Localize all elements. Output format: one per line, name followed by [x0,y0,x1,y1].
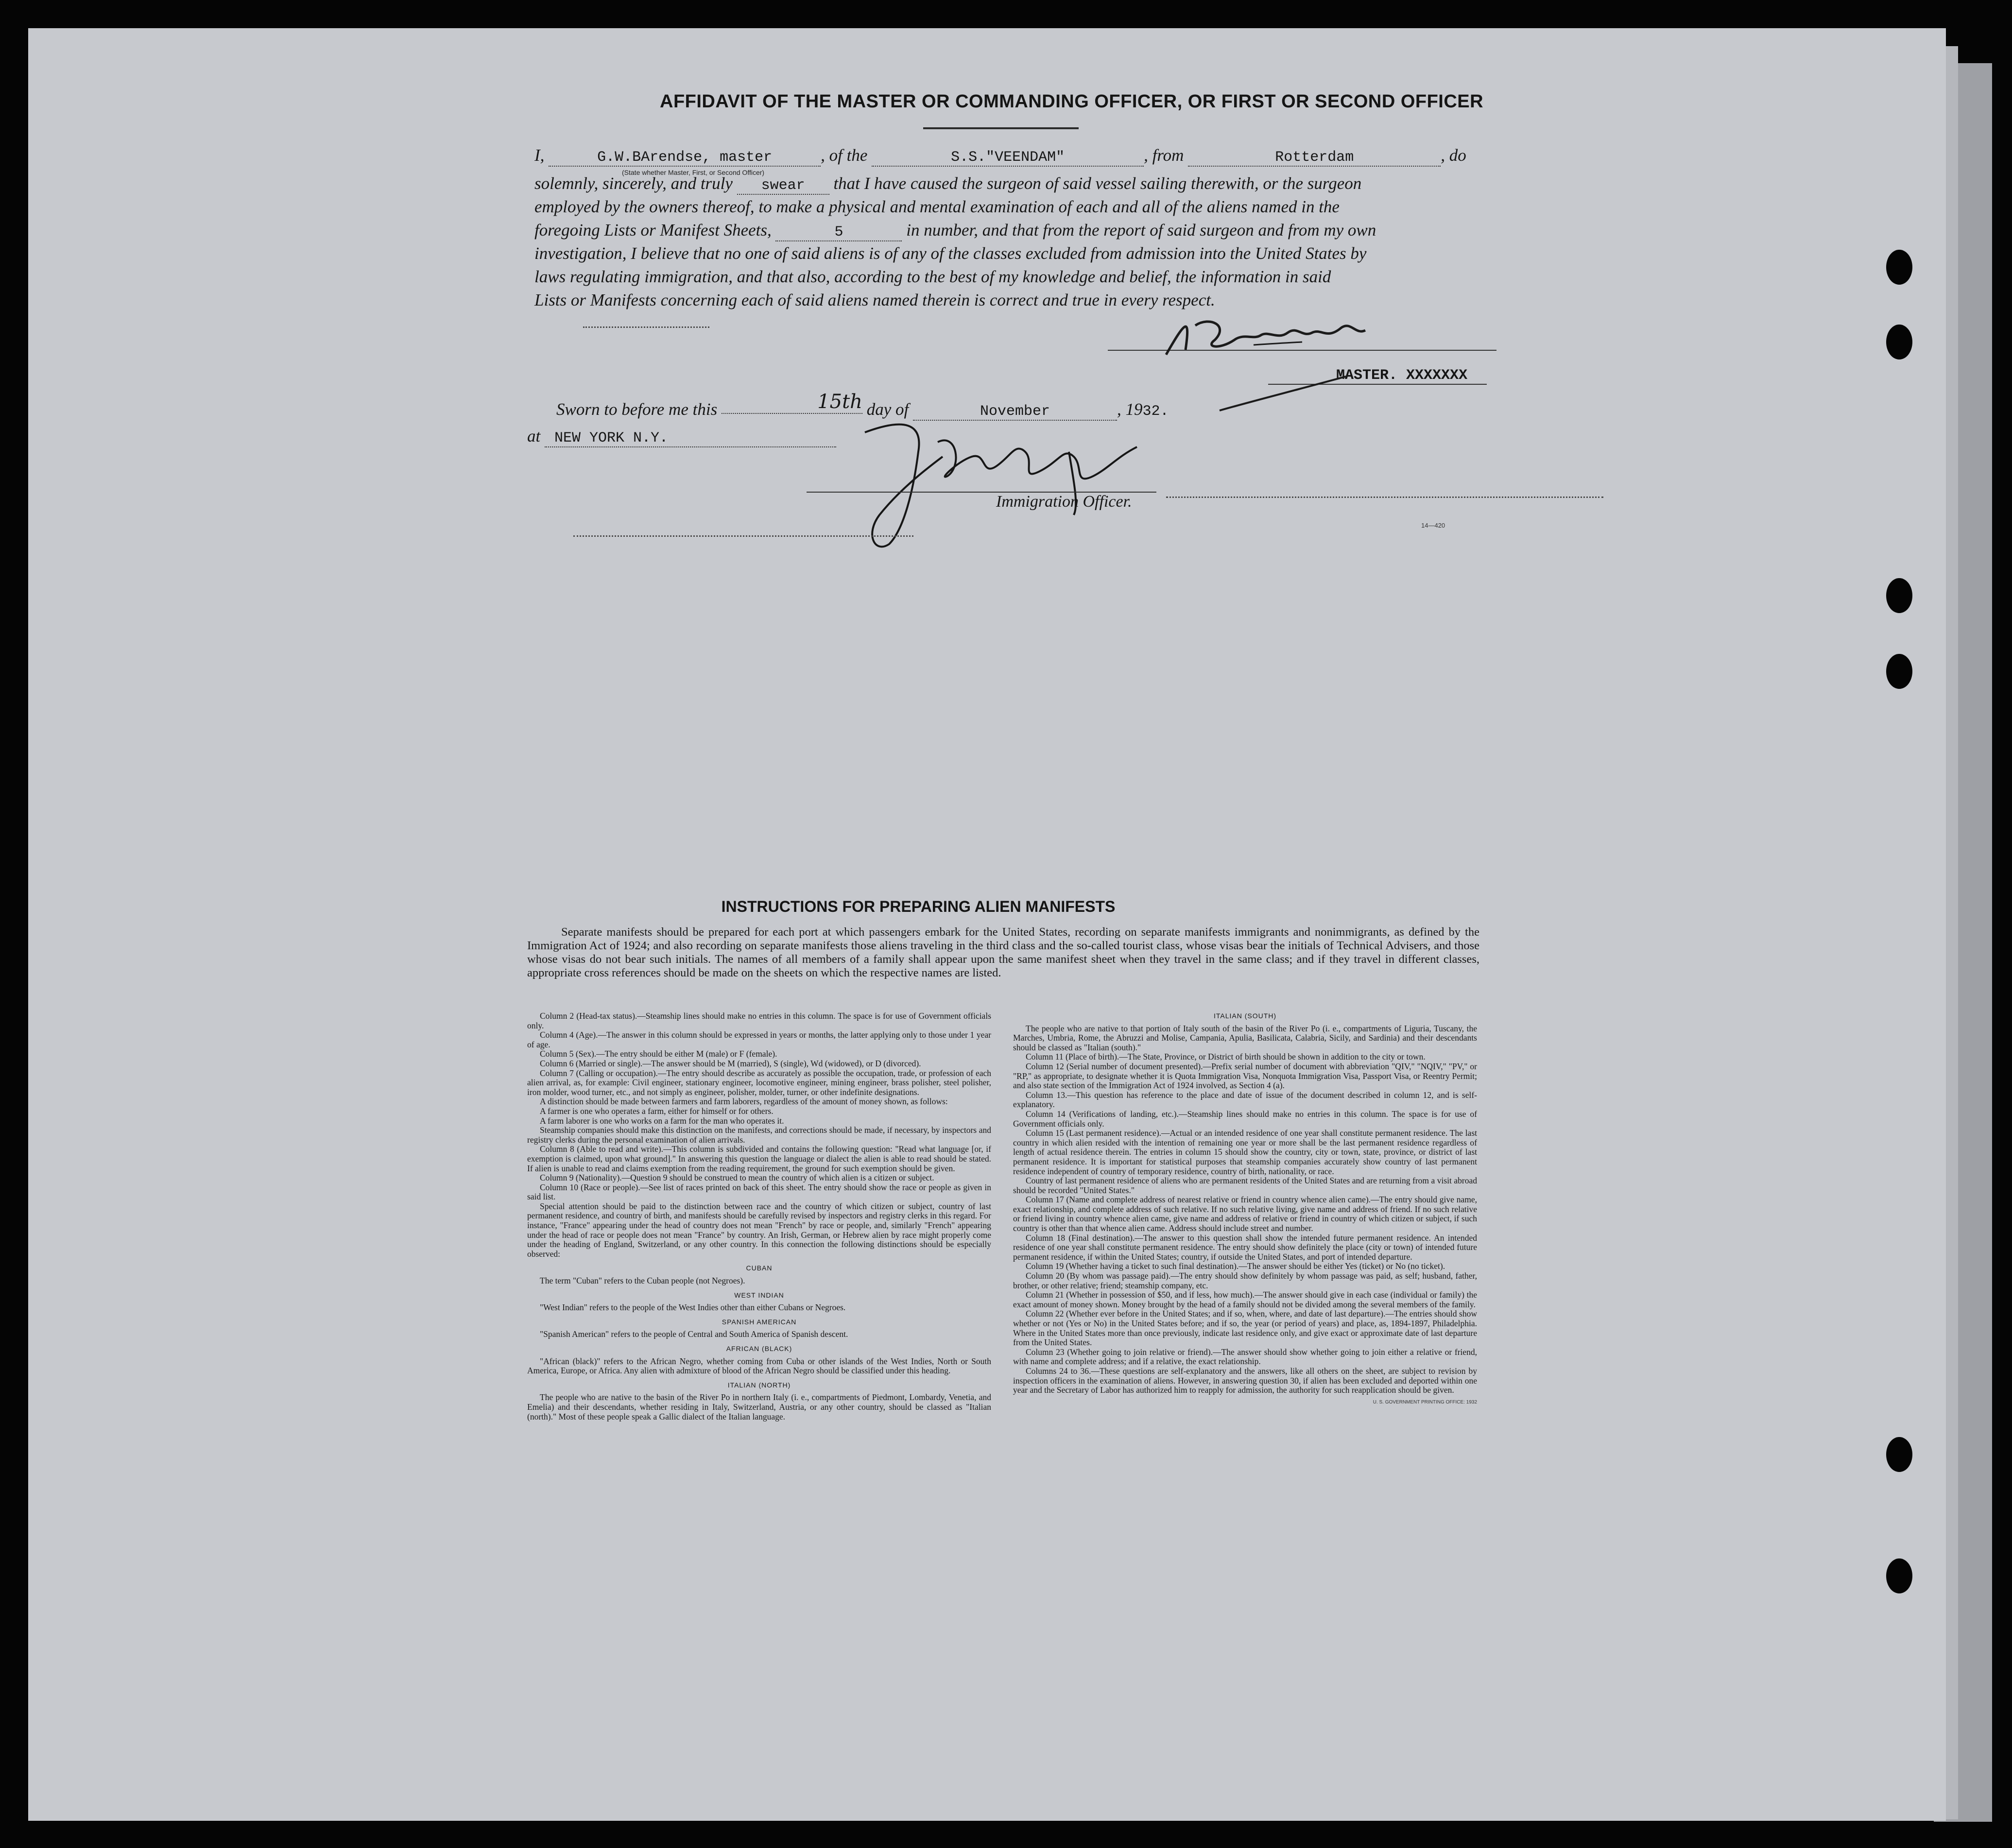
text: in number, and that from the report of said surgeon and from my own [906,221,1376,240]
year-value: 32. [1142,403,1169,420]
punch-hole [1886,1558,1912,1593]
punch-hole [1886,1437,1912,1472]
instructions-right-column [1013,1011,1477,1407]
paragraph: The term "Cuban" refers to the Cuban people (not Negroes). [540,1276,745,1286]
instructions-left-column [527,1011,991,1421]
text: solemnly, sincerely, and truly [534,174,733,193]
paragraph: The people who are native to that portion of Italy south of the basin of the River Po (i. e., compartments of Liguria, Tuscany, the Marches, Umbria, Rome, the Abruzzi and Molise, Campania, Apulia, Basilicata, Calabria, Sicily, and Sardinia) and their descendants should be classed as "Italian (south)." [1013,1023,1477,1052]
paragraph: A farmer is one who operates a farm, either for himself or for others. [540,1106,774,1116]
paragraph: "West Indian" refers to the people of the West Indies other than either Cubans or Negroes. [540,1302,846,1313]
paragraph: Column 23 (Whether going to join relative or friend).—The answer should show whether going to join either a relative or friend, with name and complete address; and if a relative, the exact relationship. [1013,1347,1477,1367]
text: day of [866,400,909,419]
affidavit-line-6: laws regulating immigration, and that also, according to the best of my knowledge and belief, the information in said [534,267,1331,286]
month-field: November [913,403,1117,421]
affidavit-line-2 [534,174,1361,197]
form-number: 14—420 [1421,522,1445,529]
paragraph: Column 17 (Name and complete address of nearest relative or friend in country whence alien came).—The entry should give name, exact relationship, and complete address of such relative. If no such relative living, give name and address of friend. If no such relative or friend living in country whence alien came, give name and address of relative or friend in country of which citizen or subject, if such country is other than that whence alien came. Address should include street and number. [1013,1195,1477,1233]
paragraph: Column 5 (Sex).—The entry should be either M (male) or F (female). [540,1049,777,1059]
paragraph: Column 20 (By whom was passage paid).—The entry should show definitely by whom passage was paid, as self; husband, father, brother, or other relative; friend; steamship company, etc. [1013,1271,1477,1290]
paragraph: Column 12 (Serial number of document presented).—Prefix serial number of document with abbreviation "QIV," "NQIV," "PV," or "RP," as appropriate, to designate whether it is Quota Immigration Visa, Nonquota Immigration Visa, Passport Visa, or Reentry Permit; and also state section of the Immigration Act of 1924 involved, as Section 4 (a). [1013,1061,1477,1091]
paragraph: Column 18 (Final destination).—The answer to this question shall show the intended future permanent residence. An intended residence of one year shall constitute permanent residence. The entry should show definitely the place (city or town) of intended future permanent residence, if within the United States; country, if outside the United States, and port of intended departure. [1013,1232,1477,1262]
affidavit-line-3: employed by the owners thereof, to make a physical and mental examination of each and all of the aliens named in the [534,197,1340,216]
paragraph: Column 11 (Place of birth).—The State, Province, or District of birth should be shown in addition to the city or town. [1026,1052,1426,1062]
paragraph: Column 13.—This question has reference to the place and date of issue of the document described in column 12, and is self-explanatory. [1013,1090,1477,1110]
title-rule [923,127,1079,129]
affidavit-line-4 [534,221,1376,244]
punch-hole [1886,578,1912,613]
paragraph: "Spanish American" refers to the people of Central and South America of Spanish descent. [540,1329,848,1339]
paragraph: Special attention should be paid to the distinction between race and the country of which citizen or subject, country of last permanent residence, and country of birth, and manifests should be carefully revised by inspectors and registry clerks in this regard. For instance, "France" appearing under the head of country does not mean "French" by race or people, and, similarly "French" appearing under the head of race or people does not mean "France" by country. An Irish, German, or Hebrew alien by race might properly come under the heading of England, Switzerland, or any other country. In this connection the following distinctions should be especially observed: [527,1201,991,1259]
affidavit-line-5: investigation, I believe that no one of said aliens is of any of the classes excluded from admission into the United States by [534,244,1367,263]
paragraph: The people who are native to the basin of the River Po in northern Italy (i. e., compartments of Piedmont, Lombardy, Venetia, and Emelia) and their descendants, whether residing in Italy, Switzerland, Austria, or any other country, should be classed as "Italian (north)." Most of these people speak a Gallic dialect of the Italian language. [527,1392,991,1421]
affidavit-line-1 [534,146,1466,169]
instructions-intro: Separate manifests should be prepared for each port at which passengers embark for the United States, recording on separate manifests immigrants and nonimmigrants, as defined by the Immigration Act of 1924; and also recording on separate manifests those aliens traveling in the third class and the so-called tourist class, whose visas bear the initials of Technical Advisers, and those whose visas do not bear such initials. The names of all members of a family shall appear upon the same manifest sheet when they travel in the same class; and if they travel in different classes, appropriate cross references should be made on the sheets on which the respective names are listed. [527,925,1479,979]
paragraph: Column 8 (Able to read and write).—This column is subdivided and contains the following question: "Read what language [or, if exemption is claimed, upon what ground]." In answering this question the language or dialect the alien is able to read should be stated. If alien is unable to read and claims exemption from the reading requirement, the ground for such exemption should be given. [527,1144,991,1173]
text: Sworn to before me this [556,400,718,419]
paragraph: Steamship companies should make this distinction on the manifests, and corrections should be made, if necessary, by inspectors and registry clerks during the personal examination of alien arrivals. [527,1125,991,1145]
paragraph: Column 22 (Whether ever before in the United States; and if so, when, where, and date of last departure).—The entries should show whether or not (Yes or No) in the United States before; and if so, the year (or period of years) and place, as, 1894-1897, Philadelphia. Where in the United States more than once previously, indicate last residence only, and give exact or approximate date of last departure from the United States. [1013,1309,1477,1348]
vessel-field: S.S."VEENDAM" [872,149,1144,167]
sworn-place-line [527,427,836,450]
paragraph: Column 15 (Last permanent residence).—Actual or an intended residence of one year shall constitute permanent residence. The last country in which alien resided with the intention of remaining one year or more shall be the last permanent residence regardless of length of actual residence therein. The entries in column 15 should show the country, city or town, state, province, or district of last permanent residence. It is important for statistical purposes that steamship companies accurately show country of last permanent residence independent of country of temporary residence, country of birth, nationality, or race. [1013,1128,1477,1176]
struck-text: XXXXXXX [1406,367,1468,384]
text: at [527,427,541,445]
officer-signature [845,413,1176,554]
day-value: 15th [817,391,862,413]
faint-dots [1166,496,1603,498]
heading-west-indian: WEST INDIAN [734,1291,784,1299]
place-field [545,430,836,447]
paragraph: Country of last permanent residence of aliens who are permanent residents of the United States and are returning from a visit abroad should be recorded "United States." [1013,1176,1477,1195]
master-label: MASTER. [1336,367,1398,384]
heading-cuban: CUBAN [746,1264,773,1272]
oath-field: swear [737,177,829,195]
text: I, [534,146,545,165]
text: , 19 [1117,400,1143,419]
paragraph: Column 6 (Married or single).—The answer should be M (married), S (single), Wd (widowed), or D (divorced). [540,1058,921,1068]
punch-hole [1886,325,1912,359]
paragraph: "African (black)" refers to the African Negro, whether coming from Cuba or other islands of the West Indies, North or South America, Europe, or Africa. Any alien with admixture of blood of the African Negro should be classified under this heading. [527,1356,991,1376]
paragraph: Column 4 (Age).—The answer in this column should be expressed in years or months, the latter applying only to those under 1 year of age. [527,1030,991,1049]
paragraph: Columns 24 to 36.—These questions are self-explanatory and the answers, like all others on the sheet, are subject to revision by inspection officers in the examination of aliens. However, in answering question 30, if alien has been excluded and deported within one year and the Secretary of Labor has authorized him to reapply for admission, the authority for such reapplication should be given. [1013,1366,1477,1395]
punch-hole [1886,250,1912,285]
signature-stroke [1215,372,1351,415]
heading-italian-south: ITALIAN (SOUTH) [1213,1012,1277,1020]
paragraph: Column 9 (Nationality).—Question 9 should be construed to mean the country of which alien is a citizen or subject. [540,1173,934,1183]
heading-african: AFRICAN (BLACK) [726,1345,792,1352]
faint-dots [573,535,913,537]
printer-imprint [1013,1396,1477,1407]
text: , of the [821,146,868,165]
heading-italian-north: ITALIAN (NORTH) [727,1381,791,1389]
text: , do [1441,146,1466,165]
paragraph: Column 2 (Head-tax status).—Steamship lines should make no entries in this column. The space is for use of Government officials only. [527,1011,991,1030]
affidavit-line-7: Lists or Manifests concerning each of said aliens named therein is correct and true in every respect. [534,291,1215,309]
port-field: Rotterdam [1188,149,1441,167]
punch-hole [1886,654,1912,689]
officer-name-field: G.W.BArendse, master [549,149,821,167]
paragraph: Column 21 (Whether in possession of $50, and if less, how much).—The answer should give in each case (individual or family) the exact amount of money shown. Money brought by the head of a family should not be divided among the several members of the family. [1013,1290,1477,1309]
officer-title: Immigration Officer. [996,493,1132,511]
paragraph: A distinction should be made between farmers and farm laborers, regardless of the amount of money shown, as follows: [540,1096,948,1107]
rank-note: (State whether Master, First, or Second Officer) [622,169,765,176]
paragraph: A farm laborer is one who works on a farm for the man who operates it. [540,1115,784,1126]
faint-dots [583,326,709,328]
sheet-count-field: 5 [775,224,902,241]
affidavit-title: AFFIDAVIT OF THE MASTER OR COMMANDING OFFICER, OR FIRST OR SECOND OFFICER [660,91,1484,112]
master-title [1336,367,1467,384]
heading-spanish-american: SPANISH AMERICAN [722,1318,797,1326]
place-value: NEW YORK N.Y. [554,430,669,446]
master-signature [1156,311,1380,364]
day-field [722,391,862,414]
instructions-title: INSTRUCTIONS FOR PREPARING ALIEN MANIFESTS [721,898,1116,915]
paragraph: Column 7 (Calling or occupation).—The entry should describe as accurately as possible the occupation, trade, or profession of each alien arrival, as, for example: Civil engineer, stationary engineer, locomotive engineer, mining engineer, brass polisher, steel polisher, iron molder, wood turner, etc., and not simply as engineer, polisher, molder, turner, or other indefinite designations. [527,1068,991,1097]
paragraph: Column 19 (Whether having a ticket to such final destination).—The answer should be either Yes (ticket) or No (no ticket). [1026,1261,1445,1271]
text: , from [1144,146,1184,165]
paragraph: Column 10 (Race or people).—See list of races printed on back of this sheet. The entry should show the race or people as given in said list. [527,1182,991,1202]
paragraph: Column 14 (Verifications of landing, etc.).—Steamship lines should make no entries in this column. The space is for use of Government officials only. [1013,1109,1477,1129]
text: that I have caused the surgeon of said vessel sailing therewith, or the surgeon [833,174,1362,193]
printer-text: U. S. GOVERNMENT PRINTING OFFICE: 1932 [1373,1399,1477,1405]
text: foregoing Lists or Manifest Sheets, [534,221,772,240]
